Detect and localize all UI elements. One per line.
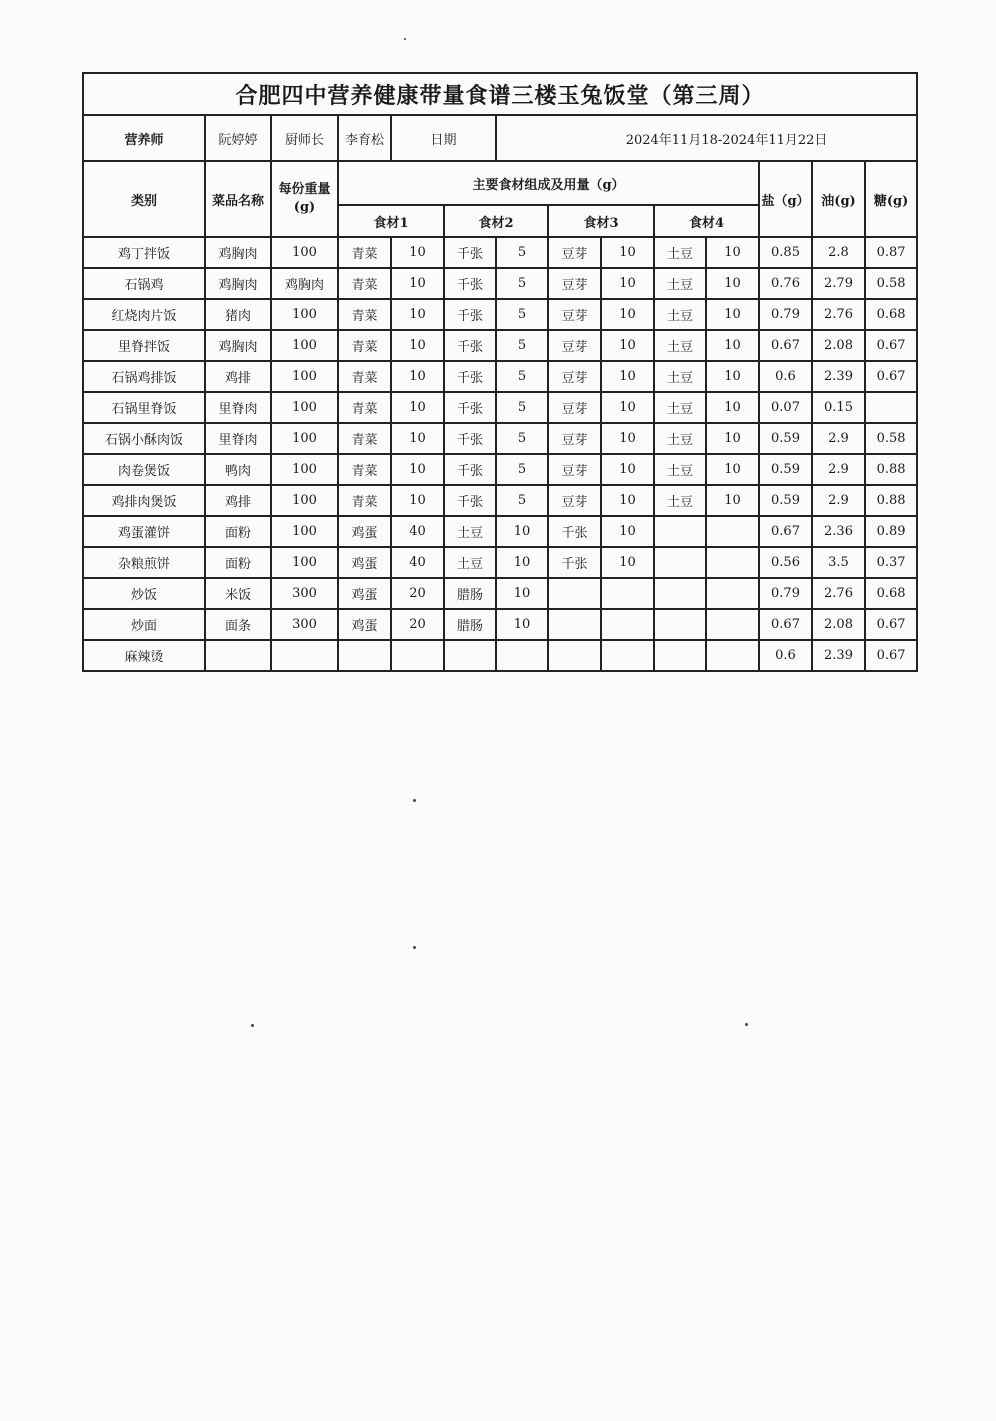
row-salt: 0.59 bbox=[759, 423, 812, 454]
row-portion: 100 bbox=[271, 485, 338, 516]
row-portion: 鸡胸肉 bbox=[271, 268, 338, 299]
row-portion: 100 bbox=[271, 454, 338, 485]
row-sugar: 0.67 bbox=[865, 330, 917, 361]
row-ingredient-2-qty: 5 bbox=[496, 237, 548, 268]
row-ingredient-3-name: 豆芽 bbox=[548, 237, 601, 268]
row-ingredient-2-qty: 5 bbox=[496, 454, 548, 485]
table-row bbox=[83, 609, 917, 640]
row-ingredient-1-name: 青菜 bbox=[338, 454, 391, 485]
row-ingredient-2-name: 千张 bbox=[444, 423, 496, 454]
table-row bbox=[83, 578, 917, 609]
nutritionist-label: 营养师 bbox=[83, 115, 205, 161]
row-sugar bbox=[865, 392, 917, 423]
row-ingredient-3-name: 豆芽 bbox=[548, 392, 601, 423]
row-ingredient-3-qty: 10 bbox=[601, 516, 654, 547]
row-category: 炒饭 bbox=[83, 578, 205, 609]
row-sugar: 0.37 bbox=[865, 547, 917, 578]
row-ingredient-1-name: 鸡蛋 bbox=[338, 578, 391, 609]
row-ingredient-1-name: 青菜 bbox=[338, 268, 391, 299]
row-ingredient-4-qty bbox=[706, 516, 759, 547]
row-ingredient-2-name: 腊肠 bbox=[444, 578, 496, 609]
row-sugar: 0.88 bbox=[865, 485, 917, 516]
row-category: 石锅里脊饭 bbox=[83, 392, 205, 423]
row-portion: 300 bbox=[271, 609, 338, 640]
row-category: 鸡排肉煲饭 bbox=[83, 485, 205, 516]
row-main-ingredient: 鸡排 bbox=[205, 361, 271, 392]
row-ingredient-3-name bbox=[548, 640, 601, 671]
row-sugar: 0.58 bbox=[865, 268, 917, 299]
row-ingredient-1-name: 青菜 bbox=[338, 237, 391, 268]
row-ingredient-3-name: 豆芽 bbox=[548, 454, 601, 485]
row-ingredient-4-qty bbox=[706, 640, 759, 671]
row-portion: 100 bbox=[271, 423, 338, 454]
row-ingredient-2-qty: 5 bbox=[496, 330, 548, 361]
row-ingredient-4-qty bbox=[706, 578, 759, 609]
row-main-ingredient: 鸡胸肉 bbox=[205, 268, 271, 299]
row-ingredient-4-name: 土豆 bbox=[654, 454, 706, 485]
row-main-ingredient: 猪肉 bbox=[205, 299, 271, 330]
row-ingredient-4-name: 土豆 bbox=[654, 485, 706, 516]
row-salt: 0.6 bbox=[759, 361, 812, 392]
row-main-ingredient: 面粉 bbox=[205, 516, 271, 547]
table-row bbox=[83, 268, 917, 299]
row-salt: 0.59 bbox=[759, 454, 812, 485]
row-main-ingredient: 鸡胸肉 bbox=[205, 237, 271, 268]
row-sugar: 0.68 bbox=[865, 299, 917, 330]
row-sugar: 0.67 bbox=[865, 361, 917, 392]
row-ingredient-1-qty: 10 bbox=[391, 454, 444, 485]
row-ingredient-1-name: 鸡蛋 bbox=[338, 547, 391, 578]
row-category: 杂粮煎饼 bbox=[83, 547, 205, 578]
row-oil: 2.76 bbox=[812, 299, 865, 330]
row-ingredient-3-name: 豆芽 bbox=[548, 299, 601, 330]
row-oil: 2.36 bbox=[812, 516, 865, 547]
row-ingredient-4-name: 土豆 bbox=[654, 330, 706, 361]
row-ingredient-3-qty: 10 bbox=[601, 392, 654, 423]
row-ingredient-2-qty: 5 bbox=[496, 268, 548, 299]
row-ingredient-3-name: 千张 bbox=[548, 547, 601, 578]
row-category: 麻辣烫 bbox=[83, 640, 205, 671]
row-portion: 100 bbox=[271, 237, 338, 268]
row-ingredient-2-name: 千张 bbox=[444, 454, 496, 485]
row-ingredient-2-qty: 5 bbox=[496, 392, 548, 423]
row-main-ingredient: 面粉 bbox=[205, 547, 271, 578]
row-ingredient-4-qty: 10 bbox=[706, 423, 759, 454]
row-oil: 2.76 bbox=[812, 578, 865, 609]
row-oil: 2.9 bbox=[812, 454, 865, 485]
row-category: 石锅小酥肉饭 bbox=[83, 423, 205, 454]
row-ingredient-1-qty bbox=[391, 640, 444, 671]
row-salt: 0.79 bbox=[759, 578, 812, 609]
header-dish-name: 菜品名称 bbox=[205, 161, 271, 237]
row-ingredient-1-qty: 20 bbox=[391, 578, 444, 609]
row-ingredient-4-qty: 10 bbox=[706, 268, 759, 299]
row-ingredient-2-qty bbox=[496, 640, 548, 671]
row-ingredient-4-qty: 10 bbox=[706, 454, 759, 485]
scan-speck bbox=[404, 38, 406, 40]
date-value: 2024年11月18-2024年11月22日 bbox=[496, 115, 917, 161]
page-title: 合肥四中营养健康带量食谱三楼玉兔饭堂（第三周） bbox=[83, 73, 917, 115]
row-salt: 0.67 bbox=[759, 516, 812, 547]
row-ingredient-2-qty: 10 bbox=[496, 547, 548, 578]
chef-label: 厨师长 bbox=[271, 115, 338, 161]
table-row bbox=[83, 547, 917, 578]
scan-speck bbox=[251, 1024, 254, 1027]
table-row bbox=[83, 640, 917, 671]
row-sugar: 0.68 bbox=[865, 578, 917, 609]
row-ingredient-2-name: 千张 bbox=[444, 361, 496, 392]
row-ingredient-2-name: 千张 bbox=[444, 237, 496, 268]
row-oil: 2.39 bbox=[812, 640, 865, 671]
row-ingredient-1-name bbox=[338, 640, 391, 671]
row-salt: 0.76 bbox=[759, 268, 812, 299]
row-ingredient-1-name: 青菜 bbox=[338, 485, 391, 516]
row-ingredient-3-qty: 10 bbox=[601, 454, 654, 485]
table-row bbox=[83, 516, 917, 547]
row-portion bbox=[271, 640, 338, 671]
row-ingredient-2-name: 千张 bbox=[444, 268, 496, 299]
row-ingredient-1-name: 青菜 bbox=[338, 423, 391, 454]
row-main-ingredient: 鸡胸肉 bbox=[205, 330, 271, 361]
row-ingredient-1-qty: 40 bbox=[391, 516, 444, 547]
row-ingredient-3-qty: 10 bbox=[601, 330, 654, 361]
row-ingredient-3-name: 豆芽 bbox=[548, 268, 601, 299]
row-sugar: 0.67 bbox=[865, 640, 917, 671]
row-ingredient-3-name: 豆芽 bbox=[548, 423, 601, 454]
row-ingredient-3-qty: 10 bbox=[601, 485, 654, 516]
row-ingredient-1-qty: 10 bbox=[391, 330, 444, 361]
row-ingredient-1-qty: 10 bbox=[391, 361, 444, 392]
row-category: 鸡蛋灌饼 bbox=[83, 516, 205, 547]
header-ingredient-2: 食材2 bbox=[444, 205, 548, 237]
nutritionist-name: 阮婷婷 bbox=[205, 115, 271, 161]
table-row bbox=[83, 485, 917, 516]
row-main-ingredient: 米饭 bbox=[205, 578, 271, 609]
row-portion: 100 bbox=[271, 547, 338, 578]
row-ingredient-4-qty: 10 bbox=[706, 361, 759, 392]
row-portion: 100 bbox=[271, 330, 338, 361]
row-ingredient-2-name: 土豆 bbox=[444, 547, 496, 578]
table-row bbox=[83, 423, 917, 454]
row-portion: 100 bbox=[271, 299, 338, 330]
row-ingredient-3-name: 豆芽 bbox=[548, 361, 601, 392]
row-main-ingredient: 鸡排 bbox=[205, 485, 271, 516]
row-ingredient-4-name bbox=[654, 640, 706, 671]
row-ingredient-3-qty: 10 bbox=[601, 299, 654, 330]
row-ingredient-2-qty: 10 bbox=[496, 609, 548, 640]
table-row bbox=[83, 454, 917, 485]
row-oil: 2.08 bbox=[812, 330, 865, 361]
row-oil: 2.79 bbox=[812, 268, 865, 299]
row-ingredient-4-name: 土豆 bbox=[654, 299, 706, 330]
row-oil: 2.08 bbox=[812, 609, 865, 640]
chef-name: 李育松 bbox=[338, 115, 391, 161]
row-salt: 0.67 bbox=[759, 330, 812, 361]
row-category: 炒面 bbox=[83, 609, 205, 640]
row-ingredient-4-qty: 10 bbox=[706, 485, 759, 516]
row-ingredient-4-qty bbox=[706, 547, 759, 578]
row-ingredient-1-name: 青菜 bbox=[338, 361, 391, 392]
row-ingredient-2-name: 千张 bbox=[444, 299, 496, 330]
row-main-ingredient: 鸭肉 bbox=[205, 454, 271, 485]
row-category: 鸡丁拌饭 bbox=[83, 237, 205, 268]
row-sugar: 0.58 bbox=[865, 423, 917, 454]
row-ingredient-1-name: 鸡蛋 bbox=[338, 609, 391, 640]
header-sugar: 糖(g) bbox=[865, 161, 917, 237]
row-main-ingredient: 里脊肉 bbox=[205, 423, 271, 454]
row-sugar: 0.67 bbox=[865, 609, 917, 640]
row-salt: 0.6 bbox=[759, 640, 812, 671]
row-portion: 100 bbox=[271, 361, 338, 392]
row-sugar: 0.89 bbox=[865, 516, 917, 547]
row-oil: 2.9 bbox=[812, 423, 865, 454]
row-ingredient-3-qty: 10 bbox=[601, 423, 654, 454]
row-ingredient-2-qty: 10 bbox=[496, 578, 548, 609]
header-portion: 每份重量(g) bbox=[271, 161, 338, 237]
header-salt: 盐（g） bbox=[759, 161, 812, 237]
row-oil: 0.15 bbox=[812, 392, 865, 423]
table-row bbox=[83, 237, 917, 268]
row-portion: 100 bbox=[271, 516, 338, 547]
row-category: 红烧肉片饭 bbox=[83, 299, 205, 330]
table-row bbox=[83, 299, 917, 330]
row-salt: 0.79 bbox=[759, 299, 812, 330]
row-ingredient-4-qty: 10 bbox=[706, 237, 759, 268]
row-ingredient-1-qty: 10 bbox=[391, 237, 444, 268]
row-ingredient-1-name: 青菜 bbox=[338, 392, 391, 423]
row-ingredient-4-name bbox=[654, 609, 706, 640]
table-row bbox=[83, 392, 917, 423]
row-sugar: 0.87 bbox=[865, 237, 917, 268]
row-ingredient-3-name bbox=[548, 578, 601, 609]
row-salt: 0.59 bbox=[759, 485, 812, 516]
row-ingredient-3-name: 豆芽 bbox=[548, 485, 601, 516]
row-category: 里脊拌饭 bbox=[83, 330, 205, 361]
row-ingredient-2-qty: 5 bbox=[496, 361, 548, 392]
header-oil: 油(g) bbox=[812, 161, 865, 237]
row-ingredient-2-qty: 5 bbox=[496, 299, 548, 330]
row-oil: 2.9 bbox=[812, 485, 865, 516]
header-ingredient-4: 食材4 bbox=[654, 205, 759, 237]
row-ingredient-4-qty bbox=[706, 609, 759, 640]
table-row bbox=[83, 330, 917, 361]
row-ingredient-4-name bbox=[654, 516, 706, 547]
row-salt: 0.85 bbox=[759, 237, 812, 268]
row-ingredient-1-name: 青菜 bbox=[338, 299, 391, 330]
row-oil: 3.5 bbox=[812, 547, 865, 578]
row-ingredient-2-name: 土豆 bbox=[444, 516, 496, 547]
row-ingredient-3-qty bbox=[601, 640, 654, 671]
row-ingredient-3-qty bbox=[601, 609, 654, 640]
row-ingredient-2-qty: 5 bbox=[496, 423, 548, 454]
row-ingredient-3-qty: 10 bbox=[601, 361, 654, 392]
header-ingredient-1: 食材1 bbox=[338, 205, 444, 237]
row-main-ingredient: 里脊肉 bbox=[205, 392, 271, 423]
row-ingredient-3-qty: 10 bbox=[601, 268, 654, 299]
row-main-ingredient bbox=[205, 640, 271, 671]
row-ingredient-2-name: 腊肠 bbox=[444, 609, 496, 640]
row-ingredient-4-qty: 10 bbox=[706, 299, 759, 330]
row-portion: 100 bbox=[271, 392, 338, 423]
row-category: 肉卷煲饭 bbox=[83, 454, 205, 485]
row-ingredient-2-qty: 10 bbox=[496, 516, 548, 547]
row-ingredient-4-name: 土豆 bbox=[654, 361, 706, 392]
row-ingredient-4-name: 土豆 bbox=[654, 423, 706, 454]
row-ingredient-3-name bbox=[548, 609, 601, 640]
table-row bbox=[83, 361, 917, 392]
row-ingredient-3-name: 千张 bbox=[548, 516, 601, 547]
header-category: 类别 bbox=[83, 161, 205, 237]
row-ingredient-1-qty: 10 bbox=[391, 299, 444, 330]
row-main-ingredient: 面条 bbox=[205, 609, 271, 640]
row-ingredient-1-qty: 10 bbox=[391, 268, 444, 299]
row-ingredient-1-qty: 10 bbox=[391, 423, 444, 454]
row-ingredient-2-name: 千张 bbox=[444, 392, 496, 423]
row-oil: 2.8 bbox=[812, 237, 865, 268]
row-ingredient-4-name: 土豆 bbox=[654, 237, 706, 268]
row-sugar: 0.88 bbox=[865, 454, 917, 485]
row-salt: 0.07 bbox=[759, 392, 812, 423]
row-category: 石锅鸡排饭 bbox=[83, 361, 205, 392]
row-ingredient-3-name: 豆芽 bbox=[548, 330, 601, 361]
row-ingredient-1-qty: 40 bbox=[391, 547, 444, 578]
row-ingredient-1-qty: 10 bbox=[391, 485, 444, 516]
row-salt: 0.56 bbox=[759, 547, 812, 578]
row-salt: 0.67 bbox=[759, 609, 812, 640]
row-ingredient-3-qty: 10 bbox=[601, 547, 654, 578]
header-ingredients-group: 主要食材组成及用量（g） bbox=[338, 161, 759, 205]
row-ingredient-4-name bbox=[654, 578, 706, 609]
row-ingredient-3-qty bbox=[601, 578, 654, 609]
row-ingredient-4-qty: 10 bbox=[706, 330, 759, 361]
row-ingredient-1-qty: 20 bbox=[391, 609, 444, 640]
row-ingredient-4-qty: 10 bbox=[706, 392, 759, 423]
row-ingredient-2-name: 千张 bbox=[444, 485, 496, 516]
nutrition-menu-table bbox=[82, 72, 918, 672]
row-ingredient-2-name: 千张 bbox=[444, 330, 496, 361]
row-ingredient-4-name: 土豆 bbox=[654, 268, 706, 299]
scan-speck bbox=[413, 946, 416, 949]
scan-speck bbox=[413, 799, 416, 802]
row-ingredient-4-name bbox=[654, 547, 706, 578]
row-ingredient-1-name: 青菜 bbox=[338, 330, 391, 361]
date-label: 日期 bbox=[391, 115, 496, 161]
header-ingredient-3: 食材3 bbox=[548, 205, 654, 237]
row-ingredient-2-qty: 5 bbox=[496, 485, 548, 516]
row-ingredient-3-qty: 10 bbox=[601, 237, 654, 268]
row-ingredient-4-name: 土豆 bbox=[654, 392, 706, 423]
row-ingredient-1-qty: 10 bbox=[391, 392, 444, 423]
row-category: 石锅鸡 bbox=[83, 268, 205, 299]
row-portion: 300 bbox=[271, 578, 338, 609]
row-oil: 2.39 bbox=[812, 361, 865, 392]
scan-speck bbox=[745, 1023, 748, 1026]
row-ingredient-2-name bbox=[444, 640, 496, 671]
row-ingredient-1-name: 鸡蛋 bbox=[338, 516, 391, 547]
